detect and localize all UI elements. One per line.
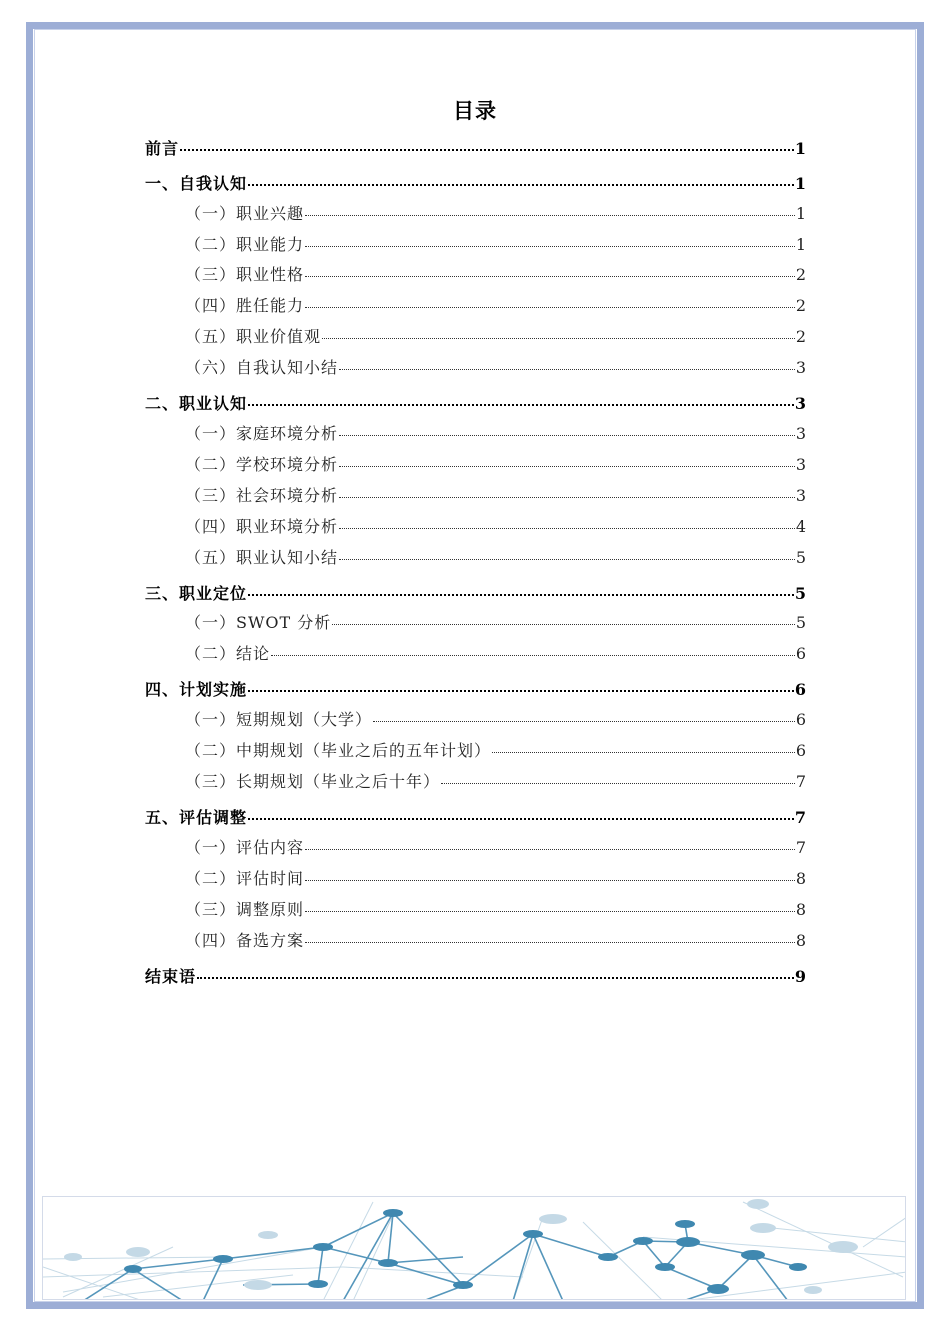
toc-page-number: 6 bbox=[794, 680, 806, 699]
toc-section-entry[interactable] bbox=[145, 769, 806, 792]
toc-page-number: 1 bbox=[794, 139, 806, 158]
toc-section-entry[interactable] bbox=[145, 897, 806, 920]
toc-section-entry[interactable] bbox=[145, 610, 806, 633]
toc-section-entry[interactable] bbox=[145, 514, 806, 537]
toc-dot-leader bbox=[305, 275, 795, 277]
toc-dot-leader bbox=[373, 720, 795, 722]
toc-section-entry[interactable] bbox=[145, 452, 806, 475]
toc-dot-leader bbox=[339, 465, 795, 467]
toc-page-number: 5 bbox=[795, 548, 806, 567]
toc-entry-label: 二、职业认知 bbox=[145, 394, 248, 413]
toc-entry-label: 结束语 bbox=[145, 967, 197, 986]
toc-entry-label: （六）自我认知小结 bbox=[185, 358, 339, 377]
toc-entry-label: （五）职业认知小结 bbox=[185, 548, 339, 567]
toc-dot-leader bbox=[305, 848, 795, 850]
toc-chapter-entry[interactable] bbox=[145, 581, 806, 603]
toc-page-number: 5 bbox=[794, 584, 806, 603]
toc-entry-label: （一）评估内容 bbox=[185, 838, 305, 857]
toc-dot-leader bbox=[248, 593, 794, 596]
toc-dot-leader bbox=[322, 337, 795, 339]
toc-entry-label: （二）职业能力 bbox=[185, 235, 305, 254]
toc-entry-label: （二）学校环境分析 bbox=[185, 455, 339, 474]
toc-chapter-entry[interactable] bbox=[145, 805, 806, 827]
toc-dot-leader bbox=[197, 976, 794, 979]
toc-dot-leader bbox=[271, 654, 795, 656]
toc-entry-label: （二）评估时间 bbox=[185, 869, 305, 888]
toc-page-number: 5 bbox=[795, 613, 806, 632]
toc-entry-label: 三、职业定位 bbox=[145, 584, 248, 603]
toc-entry-label: 五、评估调整 bbox=[145, 808, 248, 827]
toc-section-entry[interactable] bbox=[145, 201, 806, 224]
toc-dot-leader bbox=[305, 214, 795, 216]
toc-entry-label: 四、计划实施 bbox=[145, 680, 248, 699]
toc-entry-label: （三）调整原则 bbox=[185, 900, 305, 919]
toc-entry-label: （三）长期规划（毕业之后十年） bbox=[185, 772, 441, 791]
toc-chapter-entry[interactable] bbox=[145, 677, 806, 699]
toc-page-number: 3 bbox=[795, 486, 806, 505]
toc-section-entry[interactable] bbox=[145, 928, 806, 951]
toc-page-number: 8 bbox=[795, 900, 806, 919]
toc-section-entry[interactable] bbox=[145, 293, 806, 316]
toc-page-number: 7 bbox=[795, 838, 806, 857]
toc-page-number: 8 bbox=[795, 869, 806, 888]
toc-dot-leader bbox=[248, 183, 794, 186]
toc-page-number: 8 bbox=[795, 931, 806, 950]
toc-page-number: 3 bbox=[795, 424, 806, 443]
toc-entry-label: （一）SWOT 分析 bbox=[185, 613, 332, 632]
toc-entry-label: 前言 bbox=[145, 139, 180, 158]
toc-page-number: 2 bbox=[795, 296, 806, 315]
toc-section-entry[interactable] bbox=[145, 545, 806, 568]
toc-title: 目录 bbox=[453, 98, 497, 123]
toc-entry-label: （一）职业兴趣 bbox=[185, 204, 305, 223]
toc-section-entry[interactable] bbox=[145, 483, 806, 506]
toc-dot-leader bbox=[332, 623, 795, 625]
toc-page-number: 7 bbox=[794, 808, 806, 827]
toc-section-entry[interactable] bbox=[145, 641, 806, 664]
toc-dot-leader bbox=[180, 148, 794, 151]
toc-dot-leader bbox=[339, 558, 795, 560]
toc-entry-label: （三）社会环境分析 bbox=[185, 486, 339, 505]
toc-entry-label: （五）职业价值观 bbox=[185, 327, 322, 346]
toc-section-entry[interactable] bbox=[145, 707, 806, 730]
toc-chapter-entry[interactable] bbox=[145, 171, 806, 193]
toc-section-entry[interactable] bbox=[145, 866, 806, 889]
toc-dot-leader bbox=[305, 879, 795, 881]
toc-entry-label: 一、自我认知 bbox=[145, 174, 248, 193]
toc-page-number: 6 bbox=[795, 741, 806, 760]
toc-entry-label: （一）短期规划（大学） bbox=[185, 710, 373, 729]
toc-page-number: 6 bbox=[795, 644, 806, 663]
toc-dot-leader bbox=[305, 306, 795, 308]
toc-section-entry[interactable] bbox=[145, 738, 806, 761]
toc-dot-leader bbox=[305, 910, 795, 912]
toc-section-entry[interactable] bbox=[145, 324, 806, 347]
toc-chapter-entry[interactable] bbox=[145, 391, 806, 413]
toc-section-entry[interactable] bbox=[145, 262, 806, 285]
toc-entry-label: （四）备选方案 bbox=[185, 931, 305, 950]
toc-dot-leader bbox=[305, 941, 795, 943]
toc-dot-leader bbox=[441, 782, 795, 784]
toc-entry-label: （二）中期规划（毕业之后的五年计划） bbox=[185, 741, 492, 760]
toc-dot-leader bbox=[492, 751, 795, 753]
network-decoration-image bbox=[42, 1196, 906, 1300]
toc-page-number: 1 bbox=[795, 204, 806, 223]
toc-entry-label: （四）胜任能力 bbox=[185, 296, 305, 315]
toc-entry-label: （三）职业性格 bbox=[185, 265, 305, 284]
toc-entry-label: （四）职业环境分析 bbox=[185, 517, 339, 536]
toc-section-entry[interactable] bbox=[145, 355, 806, 378]
toc-dot-leader bbox=[339, 496, 795, 498]
toc-page-number: 7 bbox=[795, 772, 806, 791]
toc-page-number: 2 bbox=[795, 327, 806, 346]
toc-dot-leader bbox=[339, 527, 795, 529]
toc-section-entry[interactable] bbox=[145, 232, 806, 255]
toc-page-number: 4 bbox=[795, 517, 806, 536]
toc-dot-leader bbox=[248, 689, 794, 692]
toc-section-entry[interactable] bbox=[145, 421, 806, 444]
toc-dot-leader bbox=[305, 245, 795, 247]
toc-section-entry[interactable] bbox=[145, 835, 806, 858]
toc-page-number: 9 bbox=[794, 967, 806, 986]
toc-dot-leader bbox=[339, 434, 795, 436]
toc-chapter-entry[interactable] bbox=[145, 964, 806, 986]
toc-entry-label: （一）家庭环境分析 bbox=[185, 424, 339, 443]
toc-dot-leader bbox=[248, 403, 794, 406]
toc-page-number: 6 bbox=[795, 710, 806, 729]
toc-page-number: 1 bbox=[794, 174, 806, 193]
toc-page-number: 1 bbox=[795, 235, 806, 254]
toc-chapter-entry[interactable] bbox=[145, 136, 806, 158]
toc-entry-label: （二）结论 bbox=[185, 644, 271, 663]
toc-dot-leader bbox=[248, 817, 794, 820]
toc-page-number: 2 bbox=[795, 265, 806, 284]
toc-page-number: 3 bbox=[795, 455, 806, 474]
toc-dot-leader bbox=[339, 368, 795, 370]
toc-page-number: 3 bbox=[794, 394, 806, 413]
toc-page-number: 3 bbox=[795, 358, 806, 377]
